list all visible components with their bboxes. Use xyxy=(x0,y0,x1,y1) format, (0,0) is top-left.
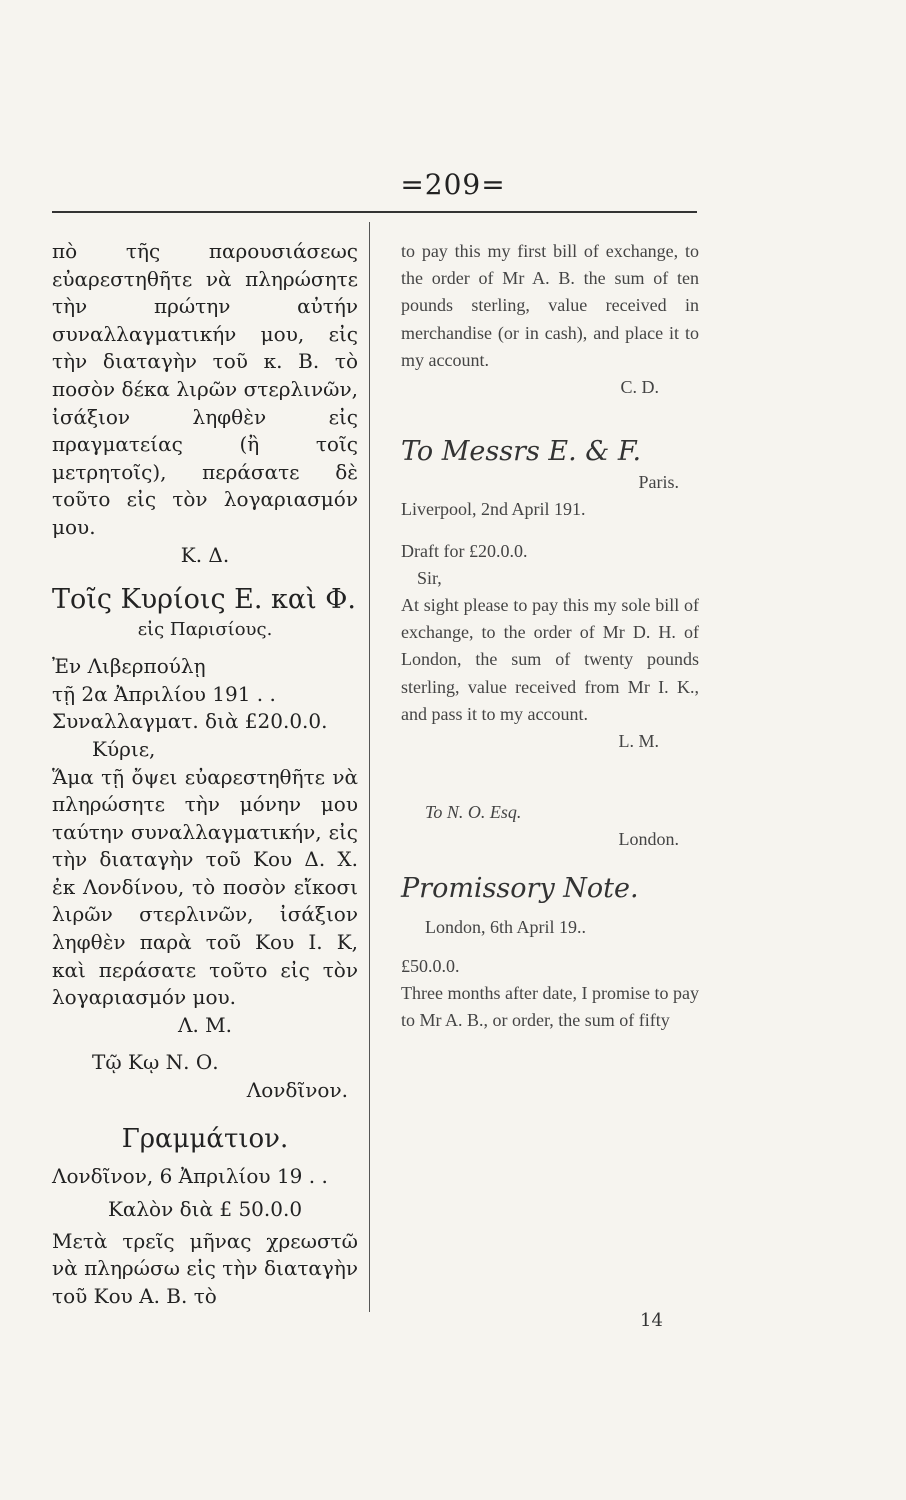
greek-draft: Συναλλαγματ. διὰ £20.0.0. xyxy=(52,709,328,734)
english-heading: Promissory Note. xyxy=(401,872,639,904)
greek-note-date: Λονδῖνον, 6 Ἀπριλίου 19 . . xyxy=(52,1163,328,1188)
greek-heading: Γραμμάτιον. xyxy=(121,1123,289,1154)
english-paragraph-3: Three months after date, I promise to pay to Mr A. B., or order, the sum of fifty xyxy=(401,983,699,1031)
column-divider xyxy=(369,222,370,1312)
greek-recipient-city: Λονδῖνον. xyxy=(246,1078,348,1103)
english-salutation: Sir, xyxy=(417,567,442,588)
greek-address: Τοῖς Κυρίοις Ε. καὶ Φ. xyxy=(52,584,357,616)
english-draft: Draft for £20.0.0. xyxy=(401,540,528,561)
english-signature-1: C. D. xyxy=(620,377,659,398)
greek-city: εἰς Παρισίους. xyxy=(137,619,273,641)
english-recipient-city: London. xyxy=(618,829,679,850)
greek-signature-1: Κ. Δ. xyxy=(180,542,230,567)
english-paragraph-1: to pay this my first bill of exchange, to the order of Mr A. B. the sum of ten pounds sterling, value received in merchandise (or in cash), and place it to my account. xyxy=(401,241,699,370)
greek-signature-2: Λ. Μ. xyxy=(178,1012,232,1037)
english-signature-2: L. M. xyxy=(618,731,659,752)
greek-paragraph-3: Μετὰ τρεῖς μῆνας χρεωστῶ νὰ πληρώσω εἰς τὴν διαταγὴν τοῦ Κου Α. Β. τὸ xyxy=(52,1228,358,1308)
greek-note-value: Καλὸν διὰ £ 50.0.0 xyxy=(107,1197,303,1222)
greek-paragraph-1: πὸ τῆς παρουσιάσεως εὐαρεστηθῆτε νὰ πληρώσητε τὴν πρώτην αὐτήν συναλλαγματικήν μου, εἰς τὴν διαταγὴν τοῦ κ. Β. τὸ ποσὸν δέκα λιρῶν στερλινῶν, ἰσάξιον ληφθὲν εἰς πραγματείας (ἢ τοῖς μετρητοῖς), περάσατε δὲ τοῦτο εἰς τὸν λογαριασμόν μου. xyxy=(52,239,358,539)
english-city: Paris. xyxy=(638,472,679,493)
greek-paragraph-2: Ἅμα τῇ ὄψει εὐαρεστηθῆτε νὰ πληρώσητε τὴν μόνην μου ταύτην συναλλαγματικήν, εἰς τὴν διαταγὴν τοῦ Κου Δ. Χ. ἐκ Λονδίνου, τὸ ποσὸν εἴκοσι λιρῶν στερλινῶν, ἰσάξιον ληφθὲν παρὰ τοῦ Κου Ι. Κ, καὶ περάσατε τοῦτο εἰς τὸν λογαριασμόν μου. xyxy=(52,764,358,1010)
english-note-value: £50.0.0. xyxy=(401,955,460,976)
greek-place: Ἐν Λιβερπούλῃ xyxy=(52,654,206,679)
english-address: To Messrs E. & F. xyxy=(401,436,642,468)
greek-recipient: Τῷ Κῳ Ν. Ο. xyxy=(92,1050,219,1075)
english-column xyxy=(401,238,699,1034)
english-note-date: London, 6th April 19.. xyxy=(425,916,586,937)
signature-number: 14 xyxy=(640,1310,663,1331)
english-date: Liverpool, 2nd April 191. xyxy=(401,499,586,520)
greek-salutation: Κύριε, xyxy=(92,736,156,761)
header-rule xyxy=(52,211,697,213)
english-recipient: To N. O. Esq. xyxy=(425,802,522,823)
greek-column xyxy=(52,238,358,1311)
page-number: =209= xyxy=(400,168,506,201)
english-paragraph-2: At sight please to pay this my sole bill of exchange, to the order of Mr D. H. of London, the sum of twenty pounds sterling, value received from Mr I. K., and pass it to my account. xyxy=(401,595,699,724)
greek-date: τῇ 2α Ἀπριλίου 191 . . xyxy=(52,681,276,706)
